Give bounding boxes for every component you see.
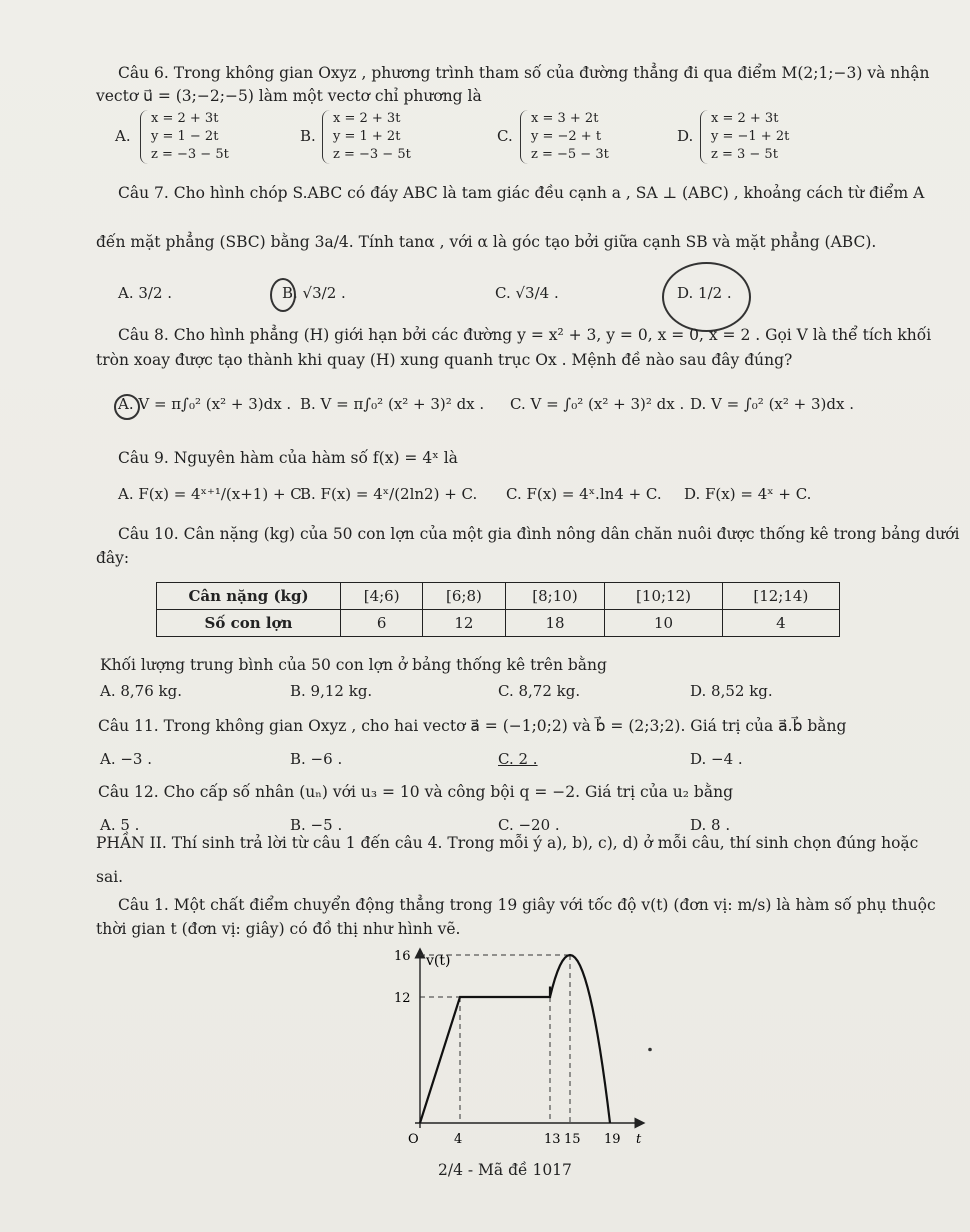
q10-option-b[interactable]: B. 9,12 kg. bbox=[290, 682, 373, 700]
q9-option-d[interactable]: D. F(x) = 4ˣ + C. bbox=[684, 485, 812, 503]
y-axis-label: v(t) bbox=[426, 953, 451, 969]
q12-option-c[interactable]: C. −20 . bbox=[498, 816, 560, 834]
q7-option-b[interactable]: B. √3/2 . bbox=[282, 284, 346, 302]
table-row-header bbox=[157, 583, 840, 610]
q10-text-3: Khối lượng trung bình của 50 con lợn ở bảng thống kê trên bằng bbox=[100, 656, 607, 674]
q12-option-b[interactable]: B. −5 . bbox=[290, 816, 343, 834]
table-cell: 10 bbox=[605, 610, 722, 637]
q6-b-line3: z = −3 − 5t bbox=[333, 147, 411, 162]
q10-text: Câu 10. Cân nặng (kg) của 50 con lợn của một gia đình nông dân chăn nuôi được thống kê trong bảng dưới bbox=[118, 525, 960, 543]
table-cell: Cân nặng (kg) bbox=[157, 583, 341, 610]
q10-option-d[interactable]: D. 8,52 kg. bbox=[690, 682, 773, 700]
table-cell: [6;8) bbox=[423, 583, 505, 610]
table-cell: [10;12) bbox=[605, 583, 722, 610]
q11-option-a[interactable]: A. −3 . bbox=[100, 750, 153, 768]
q6-text-2: vectơ u⃗ = (3;−2;−5) làm một vectơ chỉ phương là bbox=[96, 87, 482, 105]
q11-option-c[interactable]: C. 2 . bbox=[498, 750, 538, 768]
q10-option-c[interactable]: C. 8,72 kg. bbox=[498, 682, 581, 700]
q8-text: Câu 8. Cho hình phẳng (H) giới hạn bởi các đường y = x² + 3, y = 0, x = 0, x = 2 . Gọi V là thể tích khối bbox=[118, 326, 932, 344]
table-cell: 4 bbox=[722, 610, 839, 637]
q9-option-a[interactable]: A. F(x) = 4ˣ⁺¹/(x+1) + C. bbox=[118, 485, 307, 503]
p2q1-text: Câu 1. Một chất điểm chuyển động thẳng trong 19 giây với tốc độ v(t) (đơn vị: m/s) là hàm số phụ thuộc bbox=[118, 896, 936, 914]
q6-option-a-system bbox=[140, 110, 229, 164]
q6-a-line2: y = 1 − 2t bbox=[151, 129, 219, 144]
x-tick-label: 13 bbox=[544, 1132, 561, 1147]
x-tick-label: O bbox=[408, 1132, 419, 1147]
table-row-counts bbox=[157, 610, 840, 637]
q8-answer-circle bbox=[114, 394, 140, 420]
q10-option-a[interactable]: A. 8,76 kg. bbox=[100, 682, 182, 700]
x-tick-label: 15 bbox=[564, 1132, 581, 1147]
q8-option-a[interactable]: A. V = π∫₀² (x² + 3)dx . bbox=[118, 395, 292, 413]
table-cell: 6 bbox=[341, 610, 423, 637]
q12-option-d[interactable]: D. 8 . bbox=[690, 816, 731, 834]
q6-b-line1: x = 2 + 3t bbox=[333, 111, 401, 126]
q7-text: Câu 7. Cho hình chóp S.ABC có đáy ABC là tam giác đều cạnh a , SA ⊥ (ABC) , khoảng cách từ điểm A bbox=[118, 184, 925, 202]
q8-option-c[interactable]: C. V = ∫₀² (x² + 3)² dx . bbox=[510, 395, 685, 413]
p2q1-text-2: thời gian t (đơn vị: giây) có đồ thị như hình vẽ. bbox=[96, 920, 461, 938]
q6-option-c-system bbox=[520, 110, 609, 164]
q7-answer-mark-circle bbox=[270, 278, 296, 312]
q7-text-2: đến mặt phẳng (SBC) bằng 3a/4. Tính tanα , với α là góc tạo bởi giữa cạnh SB và mặt phẳng (ABC). bbox=[96, 233, 877, 251]
table-cell: [8;10) bbox=[505, 583, 605, 610]
velocity-chart bbox=[380, 945, 660, 1150]
q6-d-line3: z = 3 − 5t bbox=[711, 147, 778, 162]
table-cell: [12;14) bbox=[722, 583, 839, 610]
q6-a-line1: x = 2 + 3t bbox=[151, 111, 219, 126]
table-cell: [4;6) bbox=[341, 583, 423, 610]
q6-option-c-label[interactable]: C. bbox=[497, 127, 513, 145]
q9-option-c[interactable]: C. F(x) = 4ˣ.ln4 + C. bbox=[506, 485, 662, 503]
q6-c-line1: x = 3 + 2t bbox=[531, 111, 599, 126]
q6-c-line2: y = −2 + t bbox=[531, 129, 602, 144]
q11-option-b[interactable]: B. −6 . bbox=[290, 750, 343, 768]
q7-answer-circle bbox=[662, 262, 751, 332]
q6-option-b-system bbox=[322, 110, 411, 164]
y-tick-label: 12 bbox=[394, 991, 411, 1006]
q8-option-b[interactable]: B. V = π∫₀² (x² + 3)² dx . bbox=[300, 395, 485, 413]
q6-d-line1: x = 2 + 3t bbox=[711, 111, 779, 126]
table-cell: Số con lợn bbox=[157, 610, 341, 637]
q9-text: Câu 9. Nguyên hàm của hàm số f(x) = 4ˣ là bbox=[118, 449, 458, 467]
velocity-curve bbox=[420, 955, 610, 1123]
q10-text-2: đây: bbox=[96, 549, 130, 567]
q6-option-a-label[interactable]: A. bbox=[115, 127, 131, 145]
q6-b-line2: y = 1 + 2t bbox=[333, 129, 401, 144]
stray-dot bbox=[648, 1048, 652, 1052]
q6-a-line3: z = −3 − 5t bbox=[151, 147, 229, 162]
q12-option-a[interactable]: A. 5 . bbox=[100, 816, 140, 834]
q12-text: Câu 12. Cho cấp số nhân (uₙ) với u₃ = 10 và công bội q = −2. Giá trị của u₂ bằng bbox=[98, 783, 733, 801]
table-cell: 12 bbox=[423, 610, 505, 637]
weight-stats-table bbox=[156, 582, 840, 637]
table-cell: 18 bbox=[505, 610, 605, 637]
q6-option-b-label[interactable]: B. bbox=[300, 127, 316, 145]
q9-option-b[interactable]: B. F(x) = 4ˣ/(2ln2) + C. bbox=[300, 485, 478, 503]
q7-option-c[interactable]: C. √3/4 . bbox=[495, 284, 559, 302]
q6-text: Câu 6. Trong không gian Oxyz , phương trình tham số của đường thẳng đi qua điểm M(2;1;−3) và nhận bbox=[118, 64, 930, 82]
q6-option-d-label[interactable]: D. bbox=[677, 127, 694, 145]
x-axis-label: t bbox=[636, 1132, 642, 1147]
x-tick-label: 19 bbox=[604, 1132, 621, 1147]
q6-option-d-system bbox=[700, 110, 789, 164]
q7-option-d[interactable]: D. 1/2 . bbox=[677, 284, 732, 302]
part2-heading-2: sai. bbox=[96, 868, 124, 886]
x-tick-label: 4 bbox=[454, 1132, 463, 1147]
q11-option-d[interactable]: D. −4 . bbox=[690, 750, 743, 768]
q8-option-d[interactable]: D. V = ∫₀² (x² + 3)dx . bbox=[690, 395, 854, 413]
q8-text-2: tròn xoay được tạo thành khi quay (H) xung quanh trục Ox . Mệnh đề nào sau đây đúng? bbox=[96, 351, 793, 369]
q6-d-line2: y = −1 + 2t bbox=[711, 129, 790, 144]
part2-heading: PHẦN II. Thí sinh trả lời từ câu 1 đến câu 4. Trong mỗi ý a), b), c), d) ở mỗi câu, thí sinh chọn đúng hoặc bbox=[96, 834, 919, 852]
q7-option-a[interactable]: A. 3/2 . bbox=[118, 284, 173, 302]
q6-c-line3: z = −5 − 3t bbox=[531, 147, 609, 162]
y-tick-label: 16 bbox=[394, 949, 411, 964]
q11-text: Câu 11. Trong không gian Oxyz , cho hai vectơ a⃗ = (−1;0;2) và b⃗ = (2;3;2). Giá trị của a⃗.b⃗ bằng bbox=[98, 717, 847, 735]
page-footer: 2/4 - Mã đề 1017 bbox=[438, 1161, 572, 1179]
